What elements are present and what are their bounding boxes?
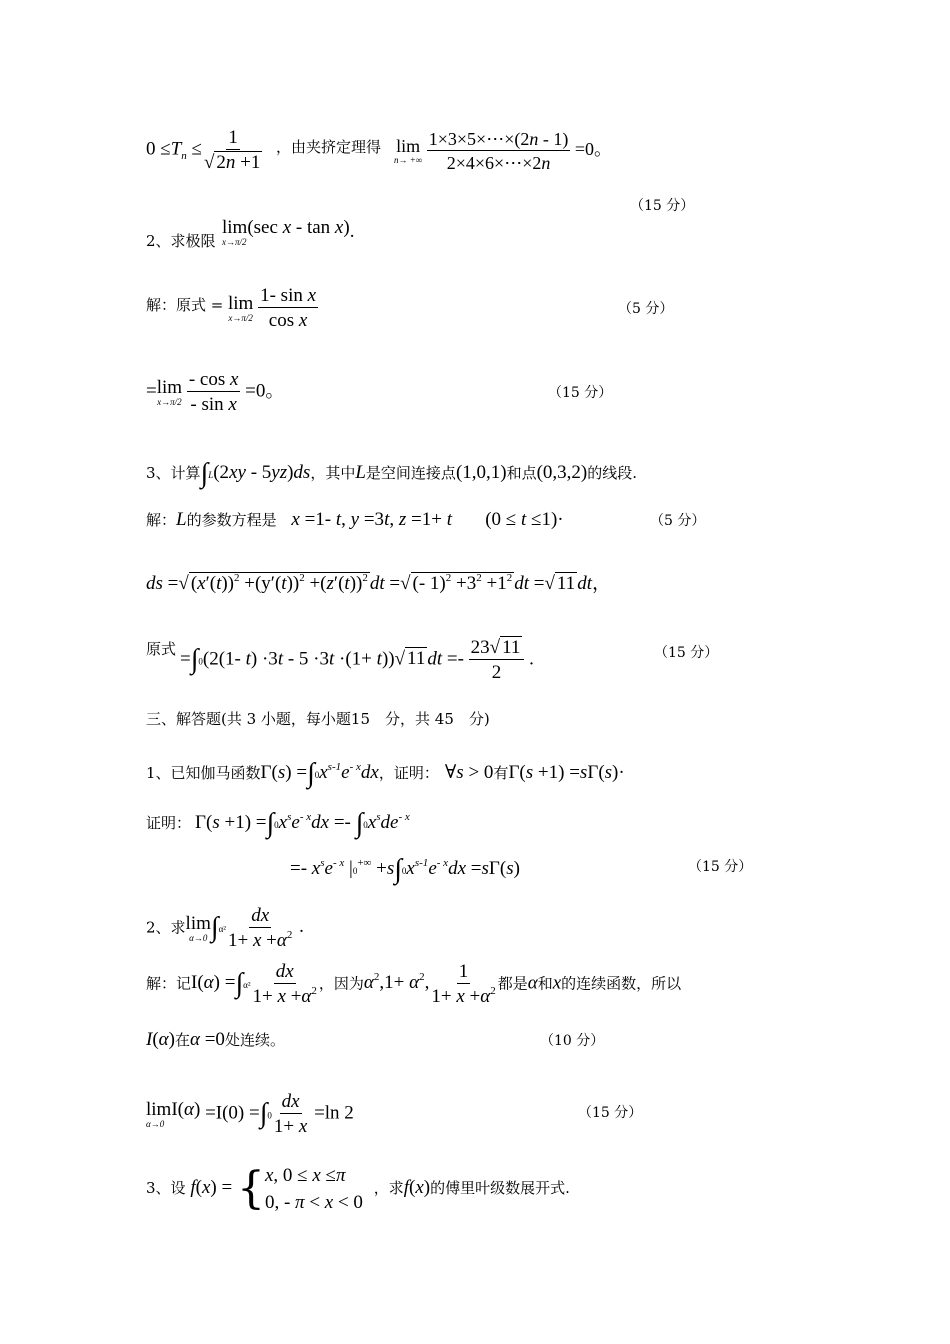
q2-limit: lim(sec x - tan x) x→π/2 . — [222, 217, 355, 247]
score-15: （15 分） — [548, 385, 613, 401]
score-15: （15 分） — [578, 1105, 643, 1121]
orig-label: 原式 — [146, 640, 177, 658]
squeeze-text: ，由夹挤定理得 — [276, 138, 382, 156]
squeeze-limit: lim n→ +∞ $\frac{1\times 3\times 5\times\cdots\times(2n - 1)}{2\times 4\times 6\times\cdots\times 2n}$ =0。 — [394, 129, 613, 173]
section-heading: 三、解答题(共 3 小题，每小题15 分，共 45 分) — [146, 710, 490, 728]
p3-text: 3、设 f(x) = { x, 0 ≤ x ≤π 0, - π < x < 0 ，求f(x)的傅里叶级数展开式. — [146, 1163, 570, 1214]
score-15: （15 分） — [688, 859, 753, 875]
s2-text: 解：记I(α) =∫α² $\frac{dx}{1+ x +\alpha^2}$ ，因为$\alpha^2,1+ \alpha^2$, $\frac{1}{1+ x +\alpha^2}$ 都是α和x的连续函数，所以 — [146, 961, 682, 1007]
proof-line1: 证明： $\Gamma(s +1) =\int 0x^se^{- x}dx =- \int 0x^sde^{- x}$ — [146, 808, 410, 839]
sol-step1: lim x→π/2 $\frac{\text{1- sin x}}{\text{cos x}}$ — [228, 285, 317, 331]
q3-text: 3、计算∫L(2xy - 5yz)ds，其中L是空间连接点(1,0,1)和点(0,3,2)的线段. — [146, 458, 638, 489]
ds-formula: ds =√ $(x'(t))^2 +(y'(t))^2 +(z'(t))^2$ dt =√ (- $1)^2 +3^2 +1^2$ dt =√ 11 dt， — [146, 572, 611, 594]
ineq-tn: $0 \le T_n$ ≤ $\frac{1}{√ 2n +1}$ — [146, 127, 261, 173]
cont-text: I(α)在α =0处连续。 — [146, 1029, 285, 1050]
limit-result: limI(α) α→0 =I(0) =∫0 $\frac{dx}{1+ x}$ =ln 2 — [146, 1091, 354, 1137]
p2-text: 2、求 lim α→0 ∫α² $\frac{dx}{1+ x +\alpha^2}$ . — [146, 905, 304, 951]
p1-text: 1、已知伽马函数$\Gamma(s) =\int 0x^{s-1}e^{- x}dx$，证明： ∀s > 0有Γ(s +1) =sΓ(s)· — [146, 758, 625, 789]
score-5: （5 分） — [618, 301, 674, 317]
q2-label: 2、求极限 — [146, 232, 216, 250]
score-5: （5 分） — [650, 513, 706, 529]
orig-formula: =∫0(2(1- t) ·3t - 5 ·3t ·(1+ t))√ 11 dt =- $\frac{23√ 11}{2}$ . — [180, 637, 534, 683]
q3-param: 解：L的参数方程是 x =1- t, y =3t, z =1+ t (0 ≤ t ≤1)· — [146, 509, 564, 530]
score-15: （15 分） — [630, 198, 695, 214]
score-10: （10 分） — [540, 1033, 605, 1049]
proof-line2: =- $x^se^{- x}$ $|0^{+\infty} +s\int 0x^{s-1}e^{- x}dx =s\Gamma(s)$ — [290, 854, 520, 885]
sol-step2: = lim x→π/2 $\frac{\text{- cos x}}{\text{- sin x}}$ =0。 — [146, 369, 285, 415]
score-15: （15 分） — [654, 645, 719, 661]
sol-label: 解：原式 = — [146, 296, 224, 314]
